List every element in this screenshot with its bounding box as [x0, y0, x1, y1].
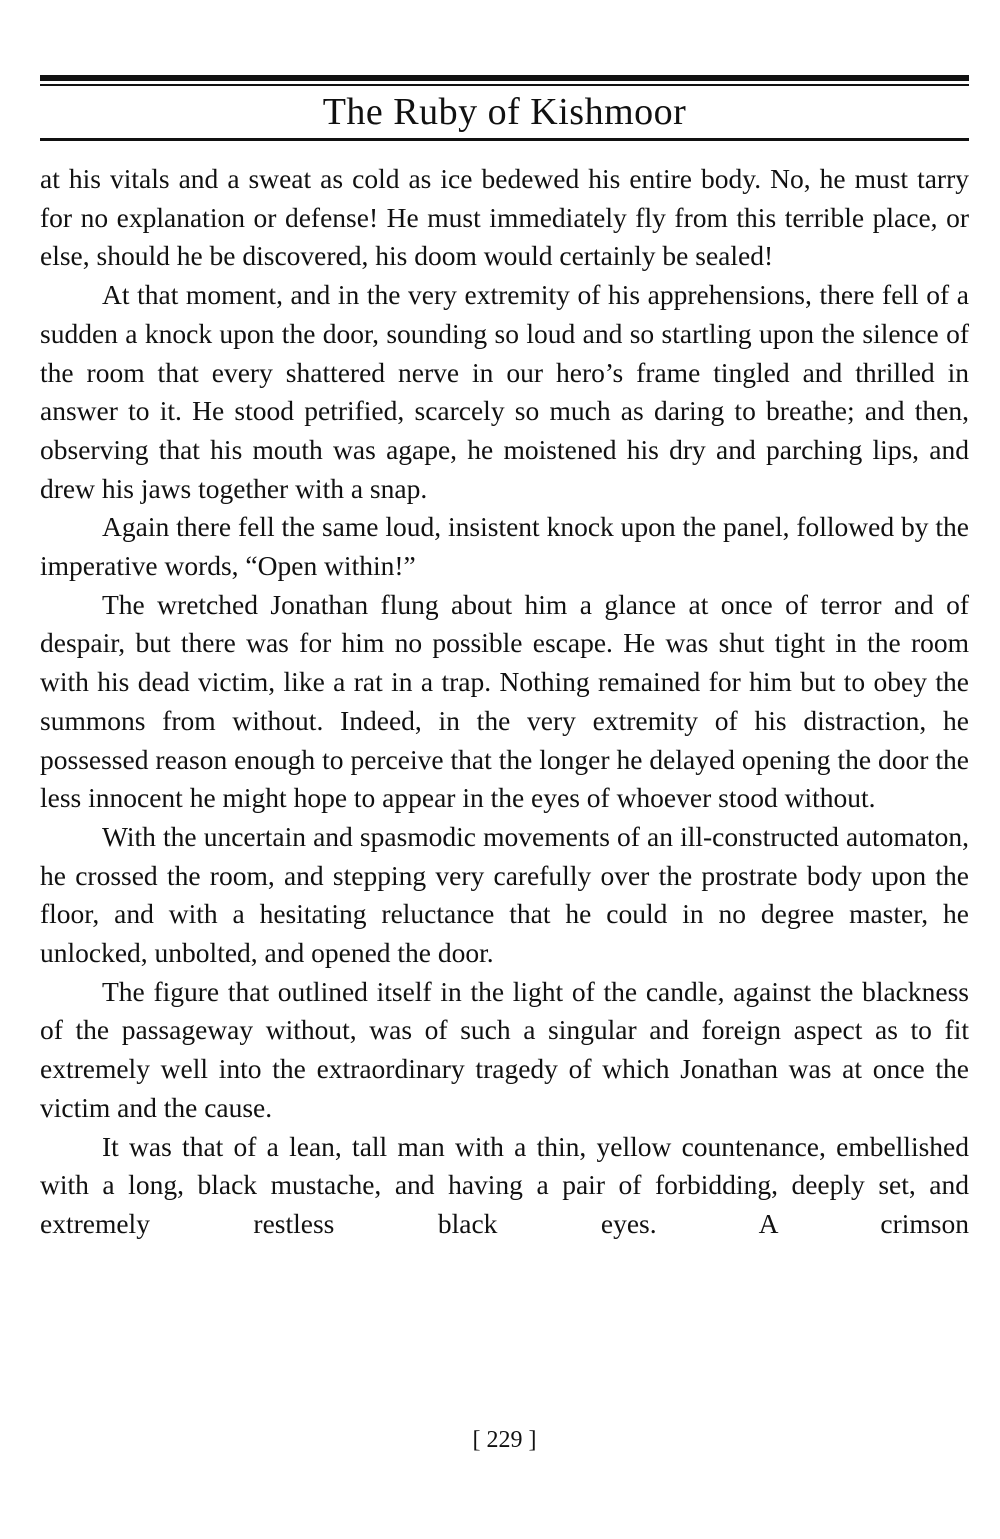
paragraph: The figure that outlined itself in the light of the candle, against the blackness of the passageway without, was of such a singular and foreign aspect as to fit extremely well into the extraordinary tragedy of which Jonathan was at once the victim and the cause. — [40, 975, 969, 1123]
paragraph-continues: It was that of a lean, tall man with a thin, yellow countenance, embellished with a long, black mustache, and having a pair of forbidding, deeply set, and extremely restless black eyes. A crimson — [40, 1130, 969, 1239]
page-number: [ 229 ] — [472, 1427, 537, 1453]
header-rule-thick — [40, 75, 969, 81]
running-title: The Ruby of Kishmoor — [322, 91, 687, 133]
paragraph: The wretched Jonathan flung about him a glance at once of terror and of despair, but there was for him no possible escape. He was shut tight in the room with his dead victim, like a rat in a trap. Nothing remained for him but to obey the summons from without. Indeed, in the very extremity of his distraction, he possessed reason enough to perceive that the longer he delayed opening the door the less innocent he might hope to appear in the eyes of whoever stood without. — [40, 588, 969, 814]
paragraph: At that moment, and in the very extremity of his apprehensions, there fell of a sudden a knock upon the door, sounding so loud and so startling upon the silence of the room that every shattered nerve in our hero’s frame tingled and thrilled in answer to it. He stood petrified, scarcely so much as daring to breathe; and then, observing that his mouth was agape, he moistened his dry and parching lips, and drew his jaws together with a snap. — [40, 279, 969, 504]
page-body — [40, 160, 969, 1244]
paragraph: With the uncertain and spasmodic movements of an ill-constructed automaton, he crossed the room, and stepping very carefully over the prostrate body upon the floor, and with a hesitating reluctance that he could in no degree master, he unlocked, unbolted, and opened the door. — [40, 820, 969, 969]
paragraph-continuation: at his vitals and a sweat as cold as ice bedewed his entire body. No, he must tarry for no explanation or defense! He must immediately fly from this terrible place, or else, should he be discovered, his doom would certainly be sealed! — [40, 163, 969, 272]
header-rule-thin — [40, 84, 969, 86]
header-underline-rule — [40, 138, 969, 141]
paragraph: Again there fell the same loud, insistent knock upon the panel, followed by the imperative words, “Open within!” — [40, 511, 969, 582]
